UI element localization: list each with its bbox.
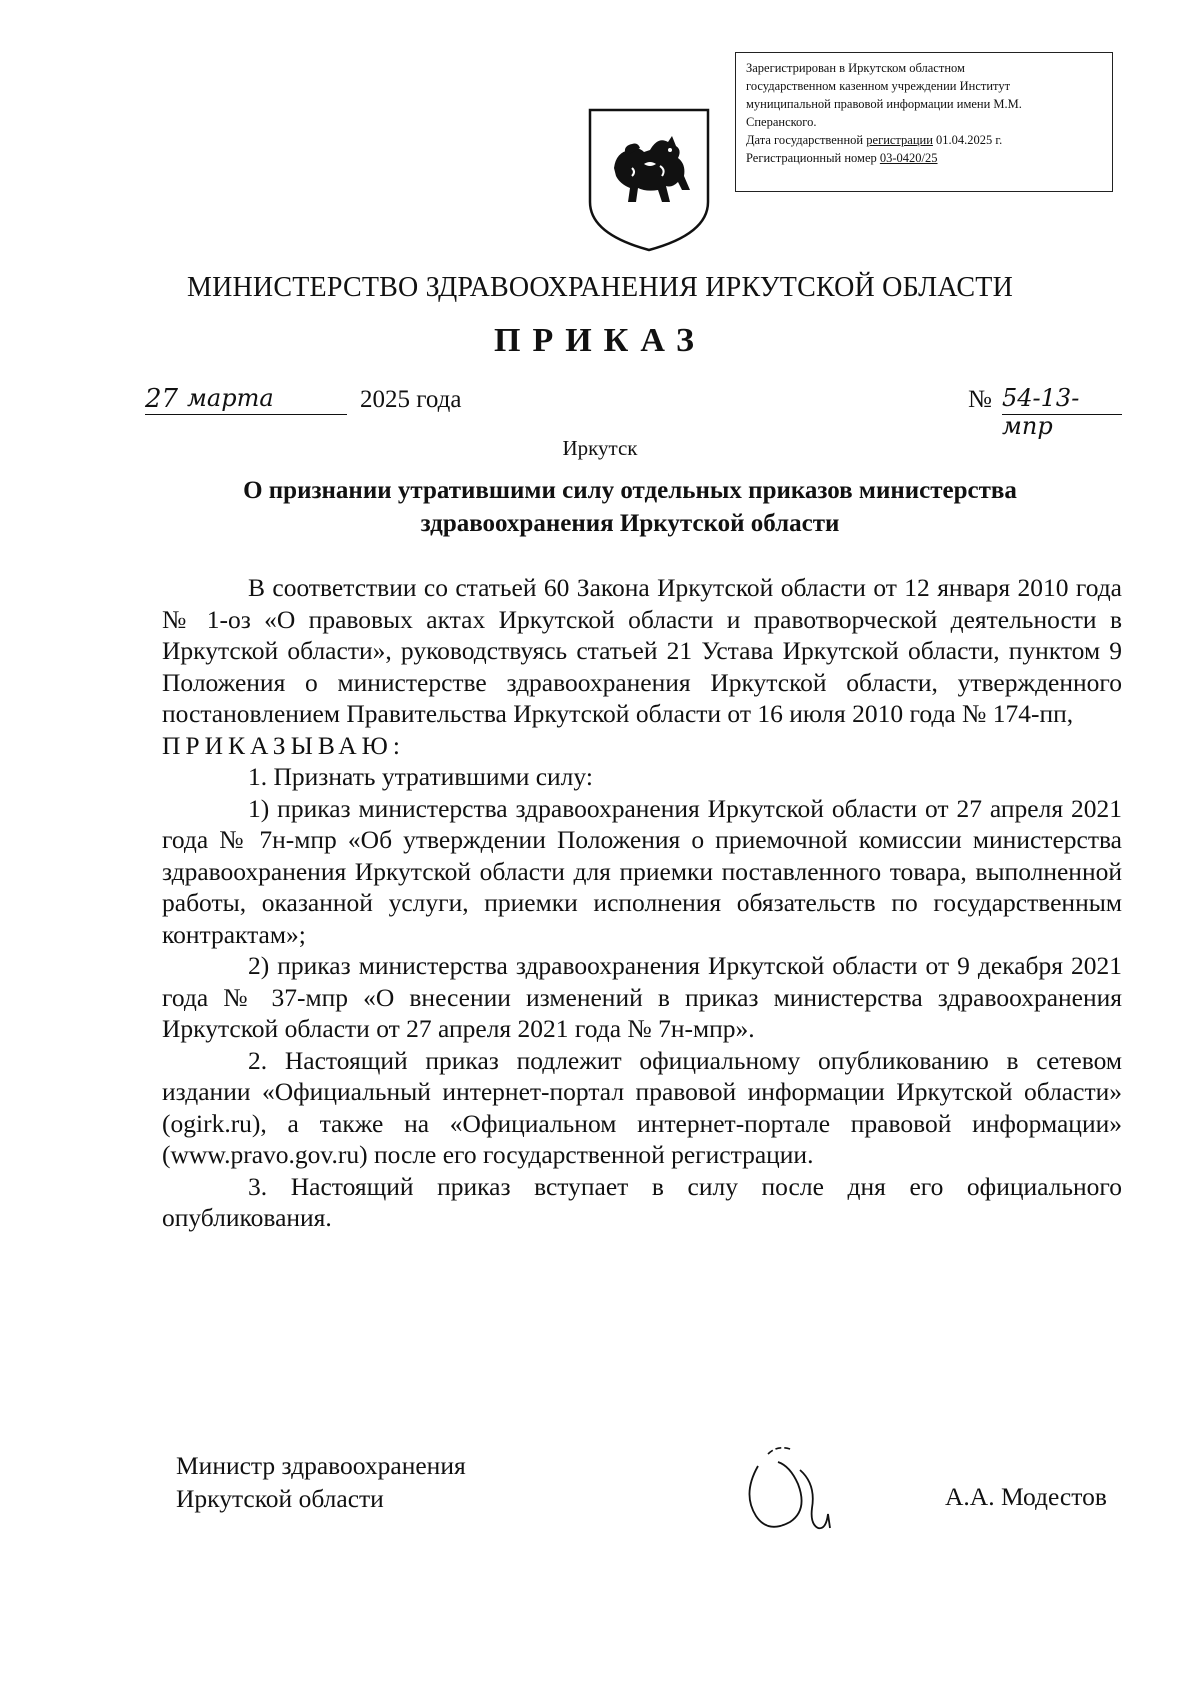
signatory-position <box>176 1449 466 1515</box>
stamp-number-label: Регистрационный номер <box>746 151 877 165</box>
item-1-2: 2) приказ министерства здравоохранения Иркутской области от 9 декабря 2021 года № 37-мпр «О внесении изменений в приказ министерства здравоохранения Иркутской области от 27 апреля 2021 года № 7н-мпр». <box>162 951 1122 1043</box>
document-date <box>145 384 505 424</box>
item-3: 3. Настоящий приказ вступает в силу после дня его официального опубликования. <box>162 1171 1122 1232</box>
item-1: 1. Признать утратившими силу: <box>248 762 593 791</box>
stamp-registration-date <box>746 131 1104 149</box>
number-sign: № <box>968 386 992 413</box>
date-underline <box>145 414 347 415</box>
stamp-registration-number <box>746 149 1104 167</box>
document-number <box>968 384 1128 440</box>
stamp-number-value: 03-0420/25 <box>879 151 938 165</box>
handwritten-signature <box>738 1444 848 1544</box>
stamp-line-3: муниципальной правовой информации имени М.М. <box>746 97 1022 111</box>
stamp-line-4: Сперанского. <box>746 115 817 129</box>
stamp-line-2: государственном казенном учреждении Институт <box>746 79 1011 93</box>
document-type: ПРИКАЗ <box>494 322 706 359</box>
ministry-name: МИНИСТЕРСТВО ЗДРАВООХРАНЕНИЯ ИРКУТСКОЙ ОБЛАСТИ <box>186 272 1013 303</box>
registration-stamp <box>735 52 1113 192</box>
coat-of-arms-icon <box>586 106 712 254</box>
order-word: ПРИКАЗЫВАЮ: <box>162 730 405 760</box>
city: Иркутск <box>562 436 638 460</box>
preamble: В соответствии со статьей 60 Закона Иркутской области от 12 января 2010 года № 1-оз «О правовых актах Иркутской области и правотворческой деятельности в Иркутской области», руководствуясь статьей 21 Устава Иркутской области, пунктом 9 Положения о министерстве здравоохранения Иркутской области, утвержденного постановлением Правительства Иркутской области от 16 июля 2010 года № 174-пп, <box>162 573 1122 728</box>
date-day: 27 <box>145 384 179 414</box>
stamp-date-label: Дата государственной <box>746 133 864 147</box>
item-1-1: 1) приказ министерства здравоохранения Иркутской области от 27 апреля 2021 года № 7н-мпр «Об утверждении Положения о приемочной комиссии министерства здравоохранения Иркутской области для приемки поставленного товара, выполненной работы, оказанной услуги, приемки исполнения обязательств по государственным контрактам»; <box>162 793 1122 949</box>
signer-name: А.А. Модестов <box>945 1482 1107 1511</box>
stamp-date-value: 01.04.2025 г. <box>936 133 1003 147</box>
stamp-date-label-underlined: регистрации <box>866 133 933 147</box>
date-year: 2025 года <box>360 386 462 413</box>
document-title: О признании утратившими силу отдельных приказов министерства здравоохранения Иркутской области <box>243 477 1017 537</box>
number-value: 54-13-мпр <box>1002 384 1080 440</box>
position-line-2: Иркутской области <box>176 1484 384 1513</box>
position-line-1: Министр здравоохранения <box>176 1451 466 1480</box>
number-underline <box>1002 414 1122 415</box>
stamp-line-1: Зарегистрирован в Иркутском областном <box>746 61 965 75</box>
item-2: 2. Настоящий приказ подлежит официальному опубликованию в сетевом издании «Официальный интернет-портал правовой информации Иркутской области» (ogirk.ru), а также на «Официальном интернет-портале правовой информации» (www.pravo.gov.ru) после его государственной регистрации. <box>162 1045 1122 1169</box>
date-month: марта <box>187 384 274 412</box>
document-body <box>162 572 1122 1234</box>
